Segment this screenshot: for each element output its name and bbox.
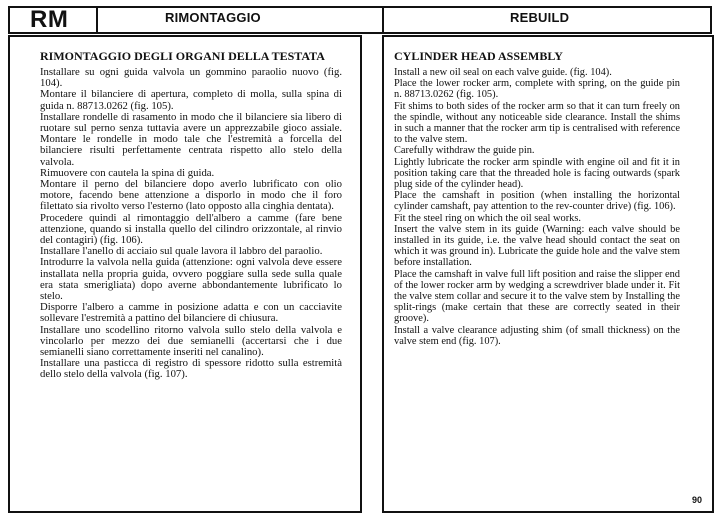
italian-paragraph: Installare rondelle di rasamento in modo che il bilanciere sia libero di ruotare sul perno senza tuttavia avere un apprezzabile gioco assiale. Montare le rondelle in modo tale che l'estremità a forcella del bilanciere risulti perfettamente centrata rispetto allo stelo della valvola. [40, 110, 342, 168]
english-paragraph: Place the lower rocker arm, complete with spring, on the guide pin n. 88713.0262 (fig. 105). [394, 78, 680, 101]
header-divider [382, 6, 384, 34]
english-paragraph: Insert the valve stem in its guide (Warning: each valve should be installed in its guide, i.e. the valve head should contact the seat on which it was ground in). Lubricate the guide hole and the valve stem before installation. [394, 223, 680, 269]
section-code-box: RM [8, 6, 98, 34]
italian-column [8, 35, 362, 513]
italian-paragraph: Rimuovere con cautela la spina di guida. [40, 166, 215, 179]
english-body [394, 67, 680, 347]
english-paragraph: Lightly lubricate the rocker arm spindle with engine oil and fit it in position taking care that the threaded hole is facing outwards (spark plug side of the cylinder head). [394, 156, 680, 191]
english-paragraph: Fit the steel ring on which the oil seal works. [394, 212, 582, 224]
page-number: 90 [691, 495, 702, 505]
english-paragraph: Place the camshaft in position (when installing the horizontal cylinder camshaft, pay attention to the rev-counter drive) (fig. 106). [394, 190, 680, 213]
italian-paragraph: Introdurre la valvola nella guida (attenzione: ogni valvola deve essere installata nella propria guida, ovvero poggiare sulla sede sulla quale era stata smerigliata) dopo averne abbondantemente lubrificato lo stelo. [40, 256, 342, 303]
english-column [382, 35, 714, 513]
english-section-heading: CYLINDER HEAD ASSEMBLY [394, 49, 563, 63]
page-header [0, 6, 720, 36]
english-paragraph: Install a new oil seal on each valve guide. (fig. 104). [394, 67, 612, 78]
english-column-content [394, 50, 680, 347]
english-paragraph: Carefully withdraw the guide pin. [394, 145, 535, 157]
italian-paragraph: Installare su ogni guida valvola un gommino paraolio nuovo (fig. 104). [40, 66, 342, 90]
italian-paragraph: Installare una pasticca di registro di spessore ridotto sulla estremità dello stelo della valvola (fig. 107). [40, 357, 342, 381]
english-paragraph: Place the camshaft in valve full lift position and raise the slipper end of the lower rocker arm by wedging a screwdriver blade under it. Fit the valve stem collar and secure it to the valve stem by Installing the split-rings (make certain that these are correctly seated in their groove). [394, 268, 680, 325]
italian-paragraph: Montare il perno del bilanciere dopo averlo lubrificato con olio motore, facendo bene attenzione a disporlo in modo che il foro filettato sia rivolto verso l'esterno (lato opposto alla cinghia dentata). [40, 178, 342, 213]
italian-paragraph: Procedere quindi al rimontaggio dell'albero a camme (fare bene attenzione, quando si installa quello del cilindro orizzontale, al rinvio del contagiri) (fig. 106). [40, 211, 342, 247]
italian-paragraph: Installare uno scodellino ritorno valvola sullo stelo della valvola e vincolarlo per mezzo dei due semianelli (accertarsi che i due semianelli siano correttamente inseriti nel canalino). [40, 323, 342, 359]
italian-paragraph: Montare il bilanciere di apertura, completo di molla, sulla spina di guida n. 88713.0262 (fig. 105). [40, 88, 342, 112]
italian-body [40, 67, 342, 381]
italian-column-content [40, 50, 342, 381]
english-paragraph: Install a valve clearance adjusting shim (of small thickness) on the valve stem end (fig. 107). [394, 324, 680, 347]
header-title-english: REBUILD [510, 10, 570, 25]
english-paragraph: Fit shims to both sides of the rocker arm so that it can turn freely on the spindle, without any noticeable side clearance. Install the shims in such a manner that the rocker arm tip is centralised with reference to the valve stem. [394, 100, 680, 146]
header-title-italian: RIMONTAGGIO [165, 10, 261, 25]
italian-section-heading: RIMONTAGGIO DEGLI ORGANI DELLA TESTATA [40, 49, 325, 63]
italian-paragraph: Installare l'anello di acciaio sul quale lavora il labbro del paraolio. [40, 245, 323, 258]
italian-paragraph: Disporre l'albero a camme in posizione adatta e con un cacciavite sollevare l'estremità a pattino del bilanciere di chiusura. [40, 301, 342, 325]
